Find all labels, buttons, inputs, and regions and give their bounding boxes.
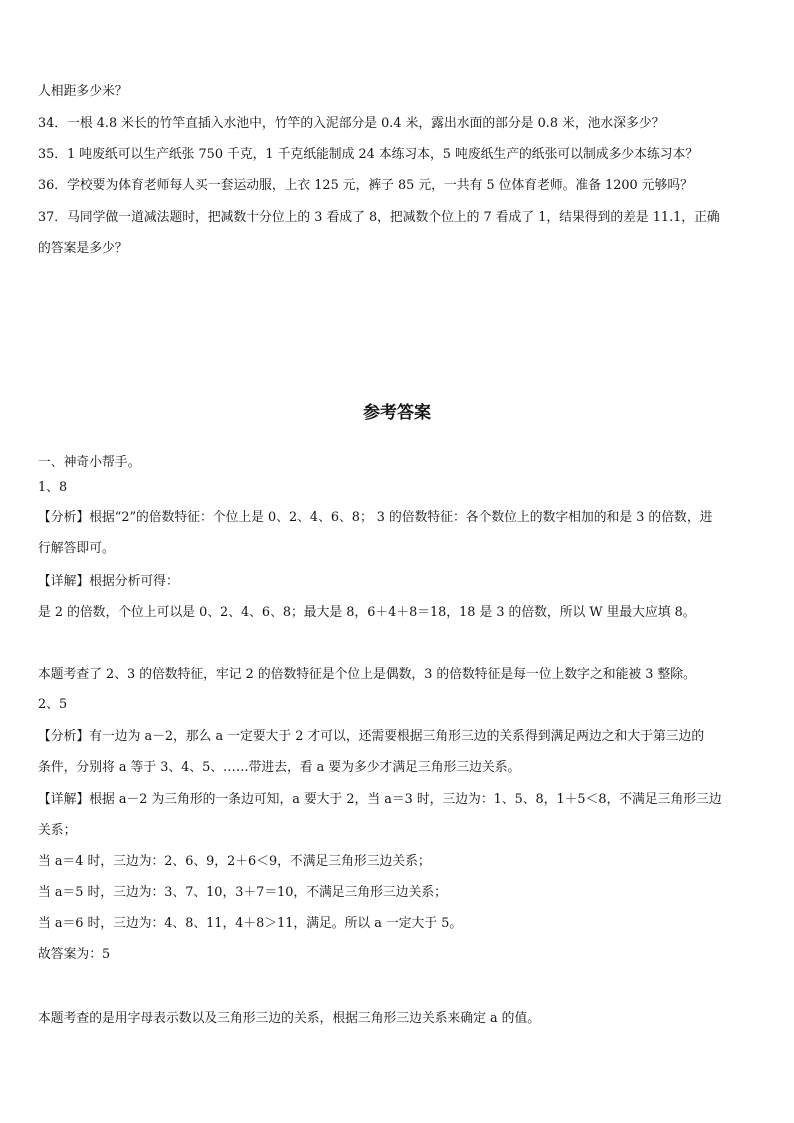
- answer-1-analysis-line-2: 行解答即可。: [38, 541, 115, 556]
- answer-2-case-a4: 当 a＝4 时，三边为：2、6、9，2＋6＜9，不满足三角形三边关系；: [38, 854, 431, 869]
- answer-1-detail: 是 2 的倍数，个位上可以是 0、2、4、6、8；最大是 8，6＋4＋8＝18，18 是 3 的倍数，所以 W 里最大应填 8。: [38, 605, 696, 620]
- question-37-line-2: 的答案是多少？: [38, 241, 128, 256]
- answer-2-case-a5: 当 a＝5 时，三边为：3、7、10，3＋7＝10，不满足三角形三边关系；: [38, 885, 447, 900]
- answer-2-number: 2、5: [38, 697, 68, 712]
- answer-2-summary: 本题考查的是用字母表示数以及三角形三边的关系，根据三角形三边关系来确定 a 的值。: [38, 1011, 541, 1026]
- question-35: 35．1 吨废纸可以生产纸张 750 千克，1 千克纸能制成 24 本练习本，5 吨废纸生产的纸张可以制成多少本练习本？: [38, 147, 699, 162]
- answer-1-analysis-line-1: 【分析】根据“2”的倍数特征：个位上是 0、2、4、6、8； 3 的倍数特征：各个数位上的数字相加的和是 3 的倍数，进: [38, 510, 713, 525]
- answer-1-number: 1、8: [38, 480, 68, 495]
- answer-2-analysis-line-1: 【分析】有一边为 a－2，那么 a 一定要大于 2 才可以，还需要根据三角形三边的关系得到满足两边之和大于第三边的: [38, 729, 705, 744]
- section-heading: 一、神奇小帮手。: [38, 455, 141, 470]
- answer-2-case-a6: 当 a＝6 时，三边为：4、8、11，4＋8＞11，满足。所以 a 一定大于 5。: [38, 916, 463, 931]
- question-37-line-1: 37．马同学做一道减法题时，把减数十分位上的 3 看成了 8，把减数个位上的 7 看成了 1，结果得到的差是 11.1，正确: [38, 210, 720, 225]
- answer-1-summary: 本题考查了 2、3 的倍数特征，牢记 2 的倍数特征是个位上是偶数，3 的倍数特征是每一位上数字之和能被 3 整除。: [38, 667, 696, 682]
- answer-2-conclusion: 故答案为：5: [38, 947, 111, 962]
- answer-2-detail-line-2: 关系；: [38, 823, 77, 838]
- question-33-tail: 人相距多少米？: [38, 84, 128, 99]
- answer-1-detail-heading: 【详解】根据分析可得：: [38, 574, 179, 589]
- answer-2-detail-line-1: 【详解】根据 a－2 为三角形的一条边可知，a 要大于 2，当 a＝3 时，三边为：1、5、8，1＋5＜8，不满足三角形三边: [38, 792, 722, 807]
- answer-2-analysis-line-2: 条件，分别将 a 等于 3、4、5、……带进去，看 a 要为多少才满足三角形三边关系。: [38, 760, 521, 775]
- question-34: 34．一根 4.8 米长的竹竿直插入水池中，竹竿的入泥部分是 0.4 米，露出水面的部分是 0.8 米，池水深多少？: [38, 116, 665, 131]
- question-36: 36．学校要为体育老师每人买一套运动服，上衣 125 元，裤子 85 元，一共有 5 位体育老师。准备 1200 元够吗？: [38, 178, 693, 193]
- answers-title: 参考答案: [363, 403, 431, 423]
